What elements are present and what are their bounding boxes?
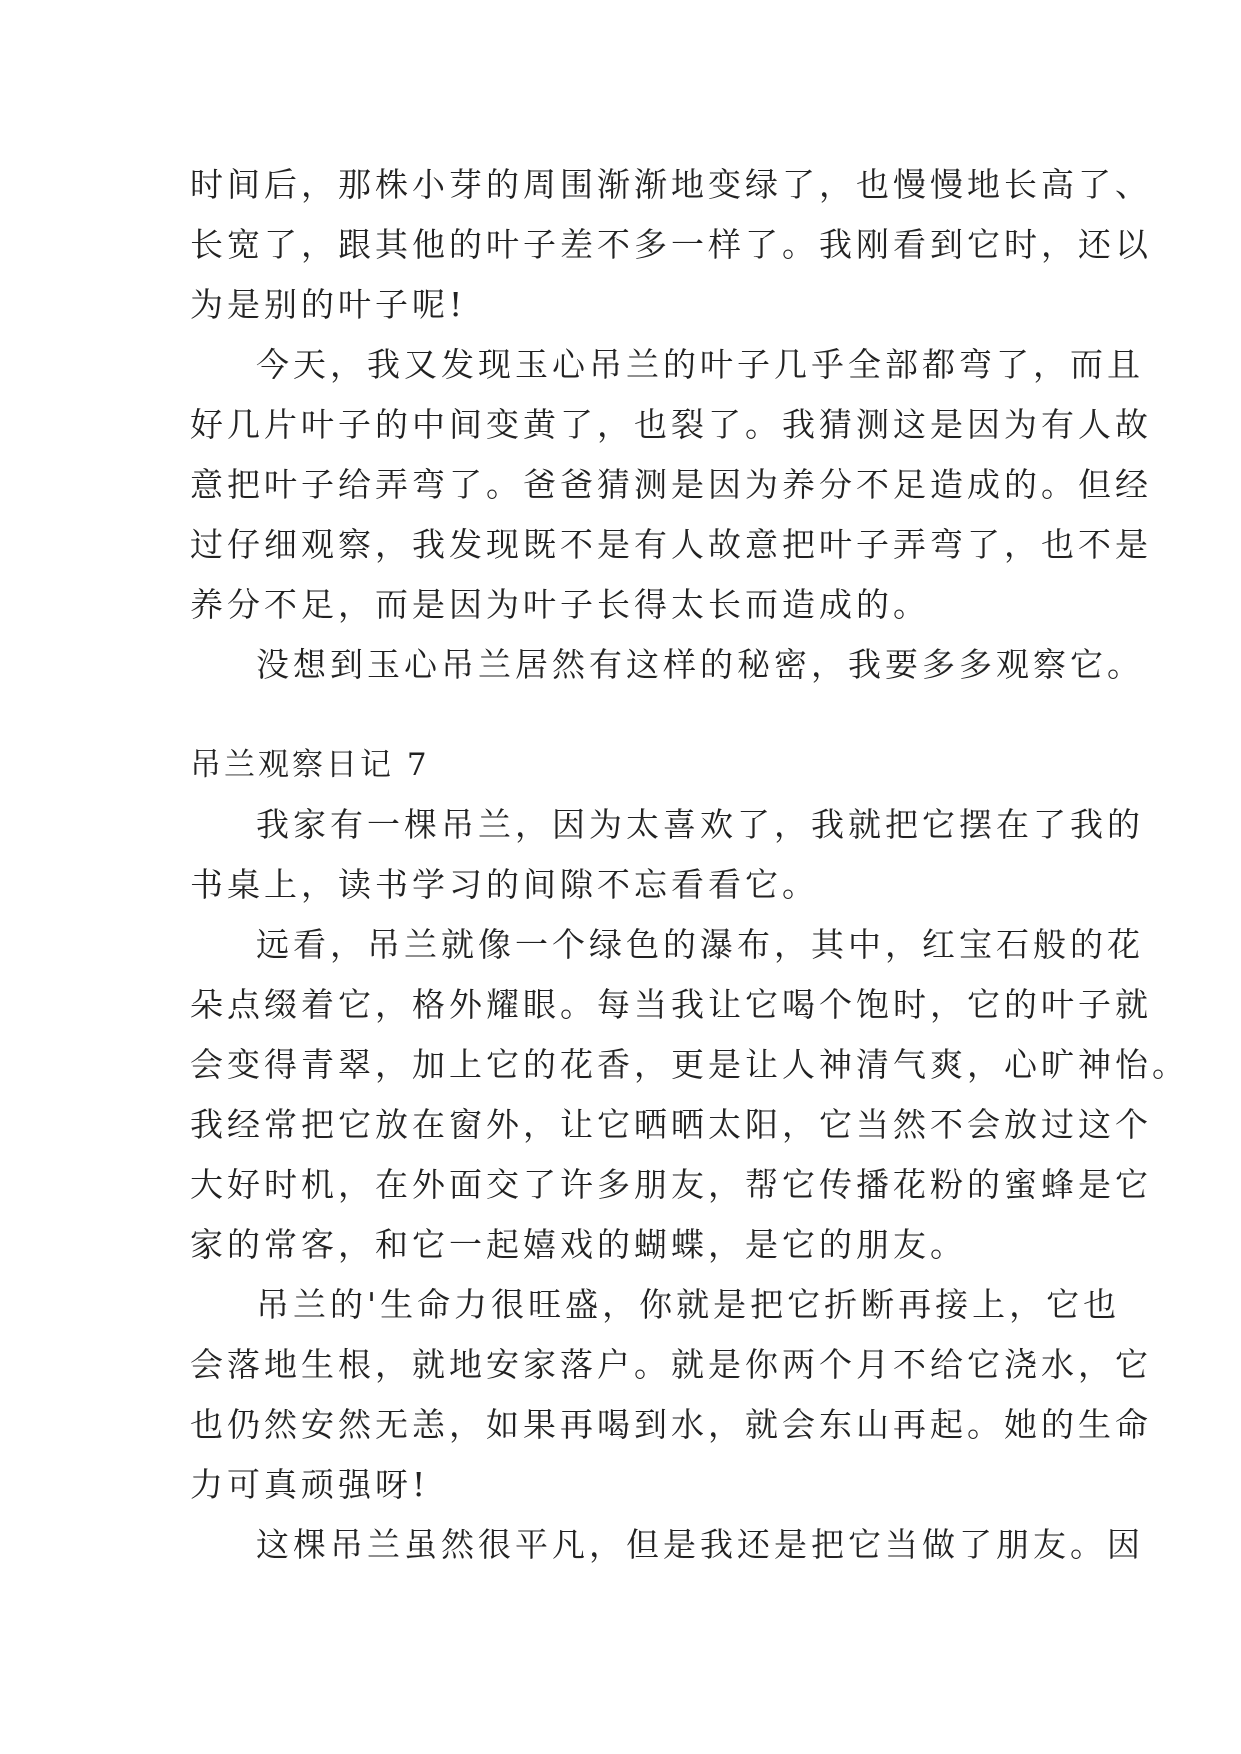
paragraph (190, 1275, 1152, 1515)
text-line: 我家有一棵吊兰，因为太喜欢了，我就把它摆在了我的 (256, 805, 1144, 844)
text-line: 吊兰的'生命力很旺盛，你就是把它折断再接上，它也 (256, 1285, 1121, 1324)
text-line: 没想到玉心吊兰居然有这样的秘密，我要多多观察它。 (256, 645, 1144, 684)
text-line: 书桌上，读书学习的间隙不忘看看它。 (190, 865, 819, 904)
text-line: 我经常把它放在窗外，让它晒晒太阳，它当然不会放过这个 (190, 1105, 1152, 1144)
section-heading: 吊兰观察日记 7 (190, 747, 430, 783)
text-line: 长宽了，跟其他的叶子差不多一样了。我刚看到它时，还以 (190, 225, 1152, 264)
text-line: 意把叶子给弄弯了。爸爸猜测是因为养分不足造成的。但经 (190, 465, 1152, 504)
document-page (190, 155, 1189, 1575)
text-line: 也仍然安然无恙，如果再喝到水，就会东山再起。她的生命 (190, 1405, 1152, 1444)
paragraph (190, 635, 1144, 695)
text-line: 大好时机，在外面交了许多朋友，帮它传播花粉的蜜蜂是它 (190, 1165, 1152, 1204)
paragraph (190, 795, 1144, 915)
text-line: 养分不足，而是因为叶子长得太长而造成的。 (190, 585, 930, 624)
text-line: 力可真顽强呀! (190, 1465, 430, 1504)
text-line: 今天，我又发现玉心吊兰的叶子几乎全部都弯了，而且 (256, 345, 1144, 384)
text-line: 家的常客，和它一起嬉戏的蝴蝶，是它的朋友。 (190, 1225, 967, 1264)
text-line: 时间后，那株小芽的周围渐渐地变绿了，也慢慢地长高了、 (190, 165, 1152, 204)
text-line: 会落地生根，就地安家落户。就是你两个月不给它浇水，它 (190, 1345, 1152, 1384)
text-line: 为是别的叶子呢! (190, 285, 467, 324)
text-line: 过仔细观察，我发现既不是有人故意把叶子弄弯了，也不是 (190, 525, 1152, 564)
text-line: 远看，吊兰就像一个绿色的瀑布，其中，红宝石般的花 (256, 925, 1144, 964)
text-line: 会变得青翠，加上它的花香，更是让人神清气爽，心旷神怡。 (190, 1045, 1189, 1084)
paragraph (190, 1515, 1144, 1575)
paragraph (190, 915, 1189, 1275)
text-line: 好几片叶子的中间变黄了，也裂了。我猜测这是因为有人故 (190, 405, 1152, 444)
paragraph (190, 335, 1152, 635)
text-line: 朵点缀着它，格外耀眼。每当我让它喝个饱时，它的叶子就 (190, 985, 1152, 1024)
section-spacer (190, 695, 1070, 735)
text-line: 这棵吊兰虽然很平凡，但是我还是把它当做了朋友。因 (256, 1525, 1144, 1564)
paragraph (190, 155, 1152, 335)
